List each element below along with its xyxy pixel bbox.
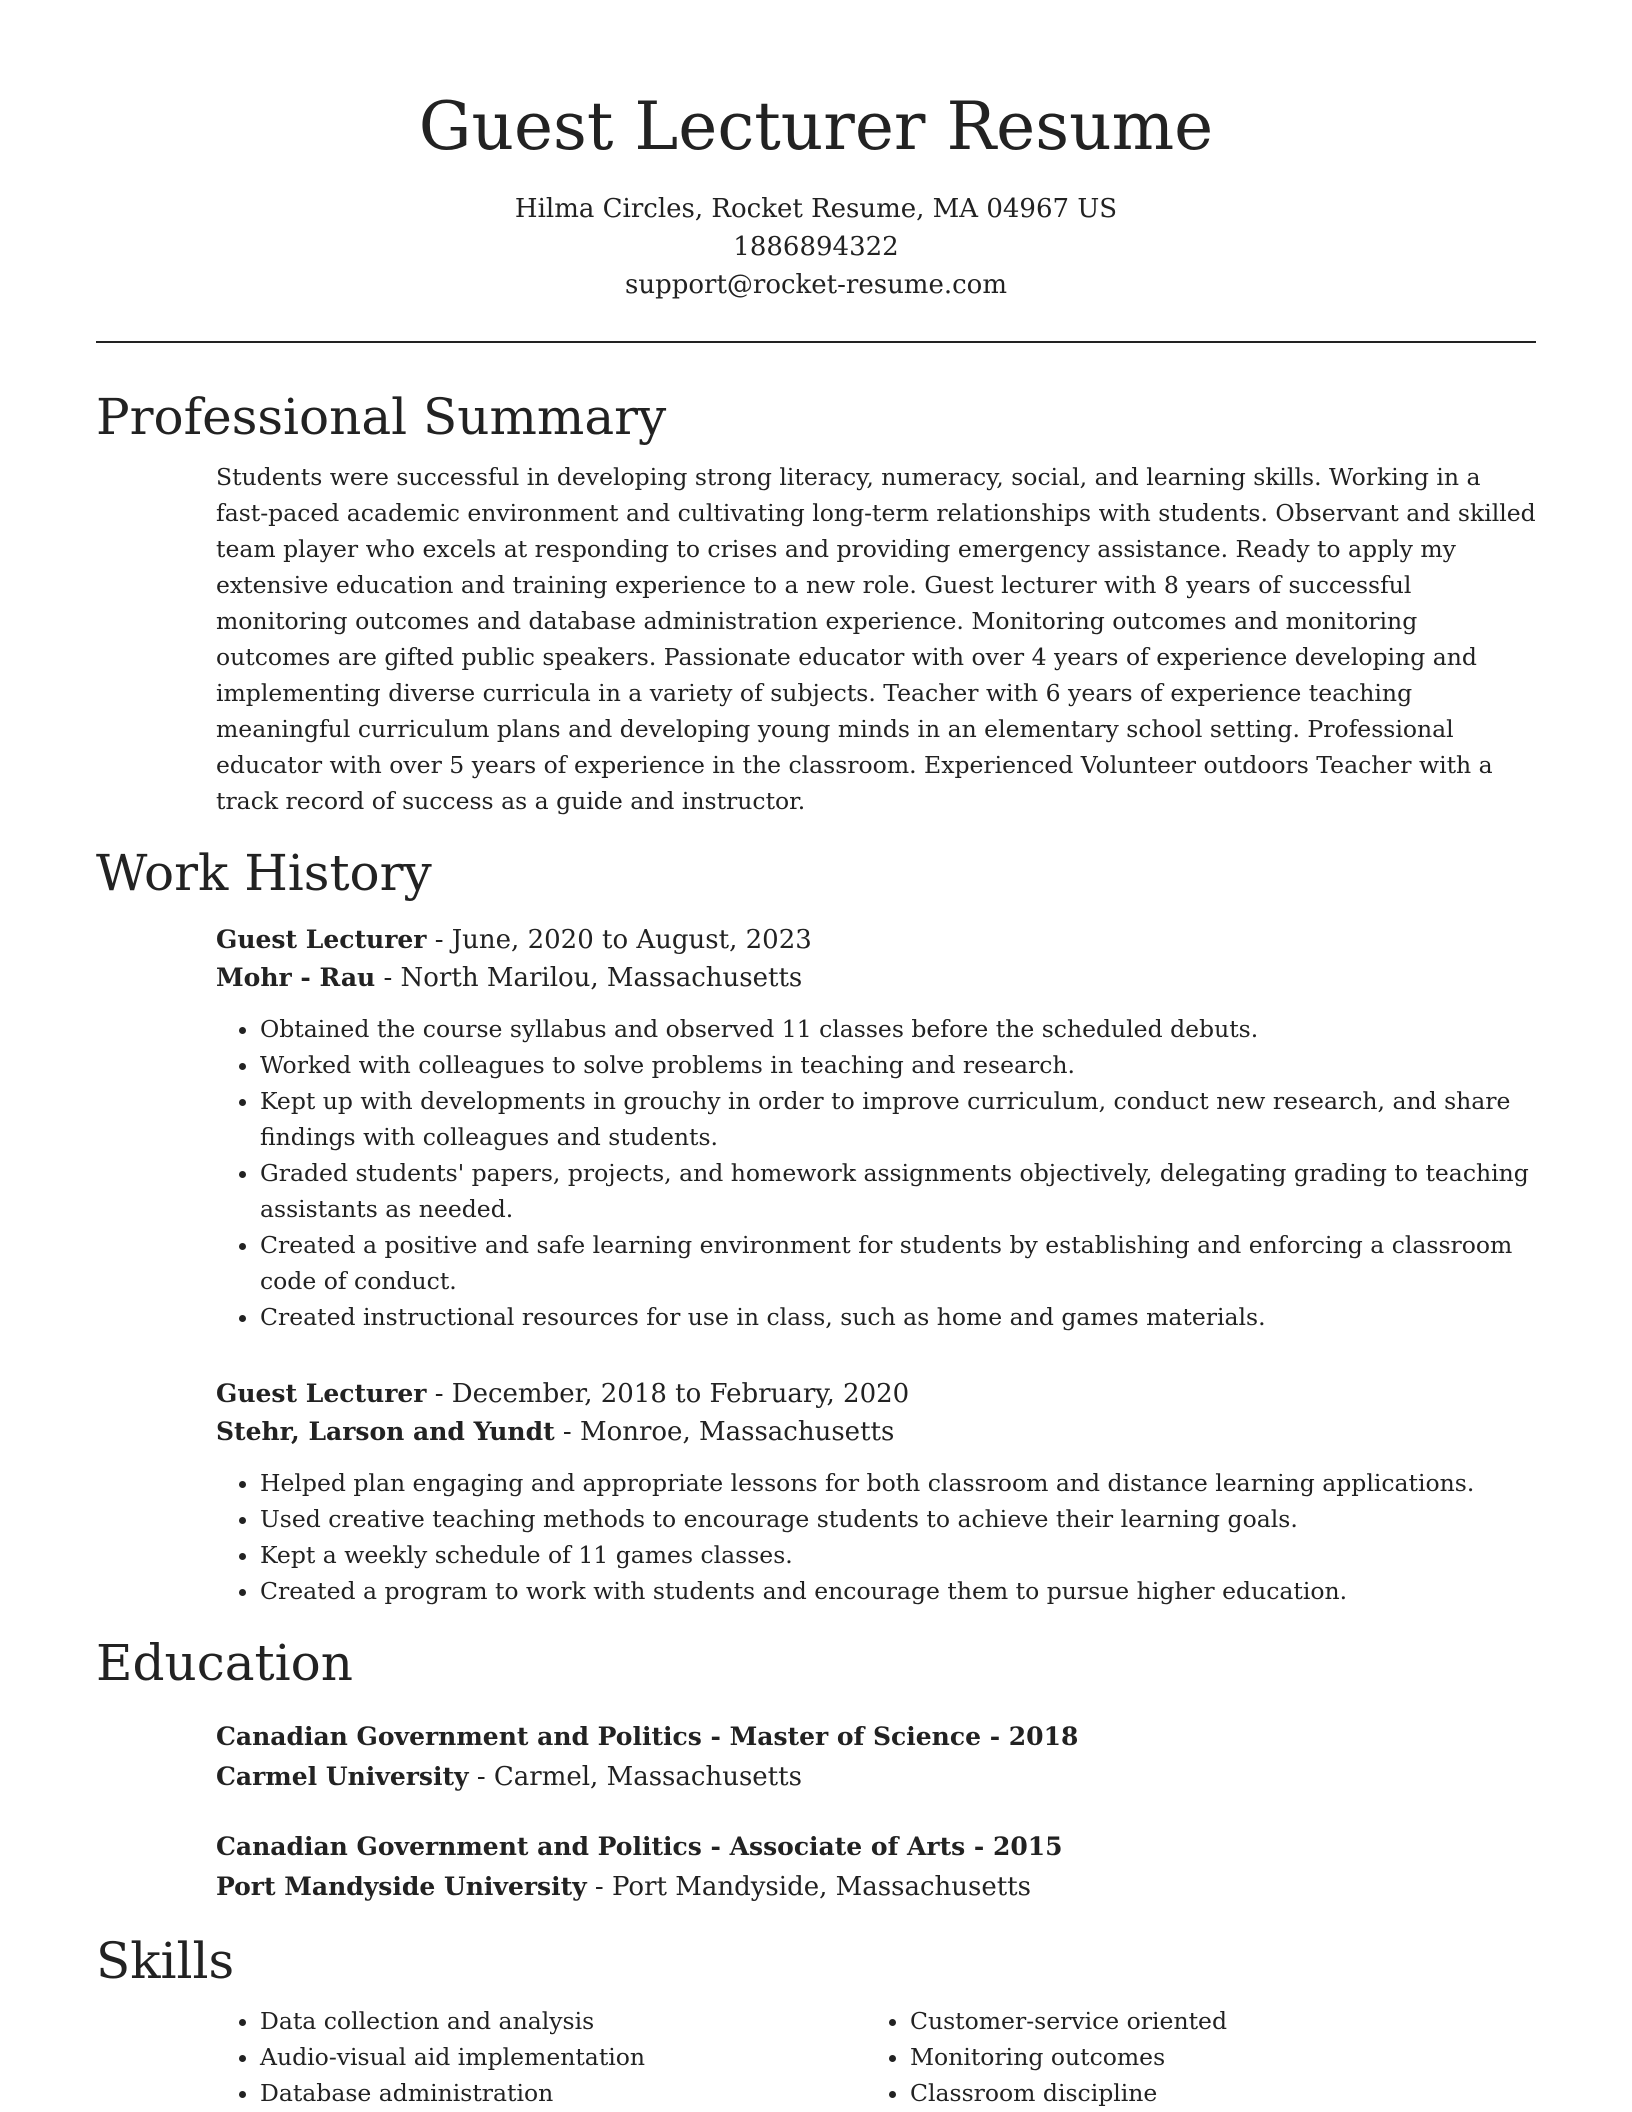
job-bullet: • Obtained the course syllabus and observed 11 classes before the scheduled debuts.: [260, 1011, 1536, 1047]
contact-block: [96, 190, 1536, 304]
education-entry: [216, 1827, 1536, 1907]
education-degree: Canadian Government and Politics - Master of Science - 2018: [216, 1722, 1079, 1751]
skills-heading: Skills: [96, 1932, 235, 1990]
contact-email: support@rocket-resume.com: [624, 270, 1007, 300]
job-bullet: • Created a program to work with students and encourage them to pursue higher education.: [260, 1573, 1536, 1609]
job-title: Guest Lecturer: [216, 1379, 427, 1408]
skills-grid: [216, 2003, 1536, 2111]
job-location: - Monroe, Massachusetts: [554, 1417, 895, 1447]
skill-item: • Monitoring outcomes: [910, 2039, 1516, 2075]
contact-phone: 1886894322: [733, 232, 899, 262]
education-entry: [216, 1717, 1536, 1797]
header-divider: [96, 341, 1536, 343]
job-title-line: [216, 1375, 1536, 1413]
job-company: Mohr - Rau: [216, 963, 376, 992]
job-bullet: • Created instructional resources for use in class, such as home and games materials.: [260, 1299, 1536, 1335]
job-bullet: • Created a positive and safe learning environment for students by establishing and enforcing a classroom code of conduct.: [260, 1227, 1536, 1299]
education-location: - Port Mandyside, Massachusetts: [586, 1872, 1031, 1902]
skill-item: • Database administration: [260, 2075, 866, 2111]
job-company-line: [216, 1413, 1536, 1451]
skill-item: • Customer-service oriented: [910, 2003, 1516, 2039]
skills-column-left: [216, 2003, 866, 2111]
work-history-section: [216, 921, 1536, 1609]
job-bullet: • Kept up with developments in grouchy in order to improve curriculum, conduct new research, and share findings with colleagues and students.: [260, 1083, 1536, 1155]
job-entry: [216, 921, 1536, 1335]
education-school: Port Mandyside University: [216, 1872, 587, 1901]
job-bullet: • Kept a weekly schedule of 11 games classes.: [260, 1537, 1536, 1573]
resume-page: [96, 0, 1536, 2111]
summary-section: [216, 459, 1536, 819]
skill-item: • Data collection and analysis: [260, 2003, 866, 2039]
skill-item: • Classroom discipline: [910, 2075, 1516, 2111]
work-history-heading: Work History: [96, 844, 432, 902]
education-school-line: [216, 1867, 1536, 1907]
education-degree: Canadian Government and Politics - Associate of Arts - 2015: [216, 1832, 1063, 1861]
skills-column-right: [866, 2003, 1516, 2111]
job-bullet: • Graded students' papers, projects, and homework assignments objectively, delegating grading to teaching assistants as needed.: [260, 1155, 1536, 1227]
job-company: Stehr, Larson and Yundt: [216, 1417, 555, 1446]
education-school: Carmel University: [216, 1762, 469, 1791]
resume-title: Guest Lecturer Resume: [418, 88, 1214, 165]
summary-heading: Professional Summary: [96, 388, 667, 446]
education-section: [216, 1717, 1536, 1907]
job-dates: - June, 2020 to August, 2023: [426, 925, 812, 955]
job-bullet: • Worked with colleagues to solve problems in teaching and research.: [260, 1047, 1536, 1083]
summary-text: Students were successful in developing strong literacy, numeracy, social, and learning skills. Working in a fast-paced academic environment and cultivating long-term relationships with students. Observant and skilled team player who excels at responding to crises and providing emergency assistance. Ready to apply my extensive education and training experience to a new role. Guest lecturer with 8 years of successful monitoring outcomes and database administration experience. Monitoring outcomes and monitoring outcomes are gifted public speakers. Passionate educator with over 4 years of experience developing and implementing diverse curricula in a variety of subjects. Teacher with 6 years of experience teaching meaningful curriculum plans and developing young minds in an elementary school setting. Professional educator with over 5 years of experience in the classroom. Experienced Volunteer outdoors Teacher with a track record of success as a guide and instructor.: [216, 463, 1536, 815]
job-bullets: [216, 1465, 1536, 1609]
education-heading: Education: [96, 1634, 353, 1692]
job-company-line: [216, 959, 1536, 997]
job-title-line: [216, 921, 1536, 959]
education-school-line: [216, 1757, 1536, 1797]
contact-address: Hilma Circles, Rocket Resume, MA 04967 US: [514, 194, 1118, 224]
skill-item: • Audio-visual aid implementation: [260, 2039, 866, 2075]
job-bullet: • Used creative teaching methods to encourage students to achieve their learning goals.: [260, 1501, 1536, 1537]
job-entry: [216, 1375, 1536, 1609]
job-title: Guest Lecturer: [216, 925, 427, 954]
job-dates: - December, 2018 to February, 2020: [426, 1379, 910, 1409]
job-bullets: [216, 1011, 1536, 1335]
job-location: - North Marilou, Massachusetts: [375, 963, 803, 993]
skills-section: [216, 2003, 1536, 2111]
education-location: - Carmel, Massachusetts: [468, 1762, 802, 1792]
job-bullet: • Helped plan engaging and appropriate lessons for both classroom and distance learning applications.: [260, 1465, 1536, 1501]
